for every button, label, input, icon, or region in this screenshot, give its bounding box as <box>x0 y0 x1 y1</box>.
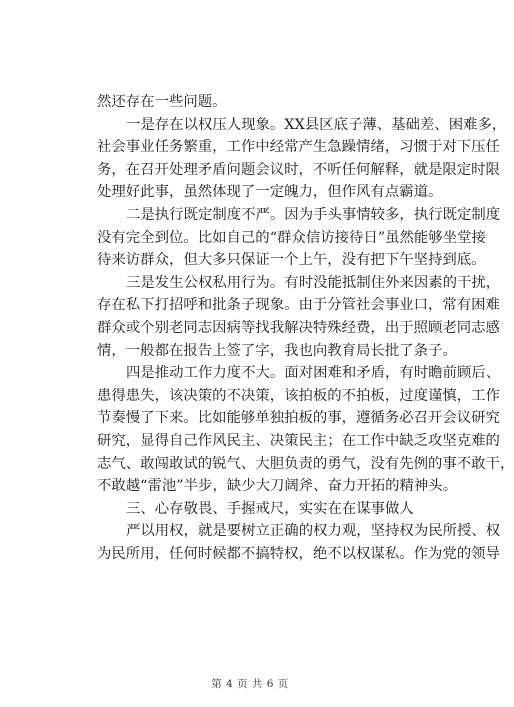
text-line: 严以用权，就是要树立正确的权力观，坚持权为民所授、权 <box>126 523 501 540</box>
text-line: 志气、敢闯敢试的锐气、大胆负责的勇气，没有先例的事不敢干， <box>97 455 514 472</box>
text-line: 不敢越“雷池”半步，缺少大刀阔斧、奋力开拓的精神头。 <box>97 478 458 495</box>
section-heading: 三、心存敬畏、手握戒尺，实实在在谋事做人 <box>126 500 414 517</box>
text-line: 社会事业任务繁重，工作中经常产生急躁情绪，习惯于对下压任 <box>97 139 500 156</box>
text-line: 节奏慢了下来。比如能够单独拍板的事，遵循务必召开会议研究 <box>97 410 500 427</box>
text-line: 存在私下打招呼和批条子现象。由于分管社会事业口，常有困难 <box>97 297 500 314</box>
page-number-footer: 第 4 页 共 6 页 <box>211 678 289 690</box>
text-line: 一是存在以权压人现象。XX县区底子薄、基础差、困难多， <box>126 116 507 133</box>
text-line: 情，一般都在报告上签了字，我也向教育局长批了条子。 <box>97 342 457 359</box>
text-line: 然还存在一些问题。 <box>97 94 227 110</box>
text-line: 二是执行既定制度不严。因为手头事情较多，执行既定制度 <box>126 206 501 223</box>
text-line: 群众或个别老同志因病等找我解决特殊经费，出于照顾老同志感 <box>97 319 500 336</box>
text-line: 四是推动工作力度不大。面对困难和矛盾，有时瞻前顾后、 <box>126 365 501 382</box>
text-line: 处理好此事，虽然体现了一定魄力，但作风有点霸道。 <box>97 184 443 201</box>
text-line: 务，在召开处理矛盾问题会议时，不听任何解释，就是限定时限 <box>97 161 500 178</box>
text-line: 为民所用，任何时候都不搞特权，绝不以权谋私。作为党的领导 <box>97 545 500 562</box>
text-line: 待来访群众，但大多只保证一个上午，没有把下午坚持到底。 <box>97 252 486 269</box>
body-text <box>97 91 514 565</box>
text-line: 患得患失，该决策的不决策，该拍板的不拍板，过度谨慎，工作 <box>97 387 500 404</box>
text-line: 没有完全到位。比如自己的“群众信访接待日”虽然能够坐堂接 <box>97 229 486 246</box>
text-line: 研究，显得自己作风民主、决策民主；在工作中缺乏攻坚克难的 <box>97 432 500 449</box>
text-line: 三是发生公权私用行为。有时没能抵制住外来因素的干扰， <box>126 274 501 291</box>
